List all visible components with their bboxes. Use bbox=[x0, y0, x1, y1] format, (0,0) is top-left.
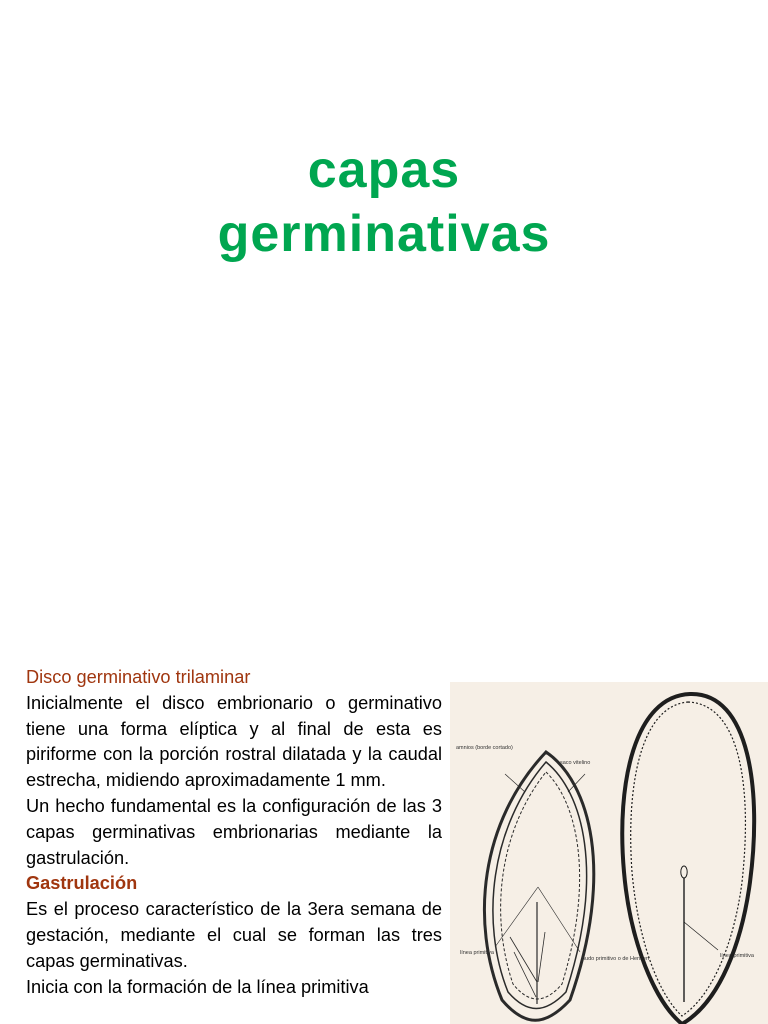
embryo-disc-figure bbox=[450, 682, 768, 1024]
label-amnion: amnios (borde cortado) bbox=[456, 745, 513, 751]
label-yolk-sac: saco vitelino bbox=[560, 760, 591, 766]
label-primitive-node: nudo primitivo o de Hensen bbox=[582, 956, 649, 962]
paragraph-disco-shape: Inicialmente el disco embrionario o germinativo tiene una forma elíptica y al final de esta es piriforme con la porción rostral dilatada y la caudal estrecha, midiendo aproximadamente 1 mm. bbox=[26, 692, 442, 791]
label-primitive-line-left: línea primitiva bbox=[460, 950, 494, 956]
paragraph-gastrulation-def: Es el proceso característico de la 3era semana de gestación, mediante el cual se forman las tres capas germinativas. bbox=[26, 899, 442, 971]
title-line-1: capas bbox=[307, 141, 461, 199]
paragraph-gastrulation-intro: Un hecho fundamental es la configuración de las 3 capas germinativas embrionarias mediante la gastrulación. bbox=[26, 795, 442, 868]
elliptical-disc-diagram bbox=[484, 752, 593, 1020]
embryo-disc-illustration bbox=[450, 682, 768, 1024]
page-title bbox=[0, 138, 768, 266]
section-heading-gastrulacion: Gastrulación bbox=[26, 873, 138, 894]
label-primitive-line-right: línea primitiva bbox=[720, 953, 754, 959]
piriform-disc-diagram bbox=[622, 694, 754, 1024]
section-heading-disco: Disco germinativo trilaminar bbox=[26, 667, 251, 687]
title-line-2: germinativas bbox=[217, 205, 551, 263]
paragraph-primitive-line: Inicia con la formación de la línea primitiva bbox=[26, 976, 369, 997]
body-text-column bbox=[26, 665, 442, 1000]
